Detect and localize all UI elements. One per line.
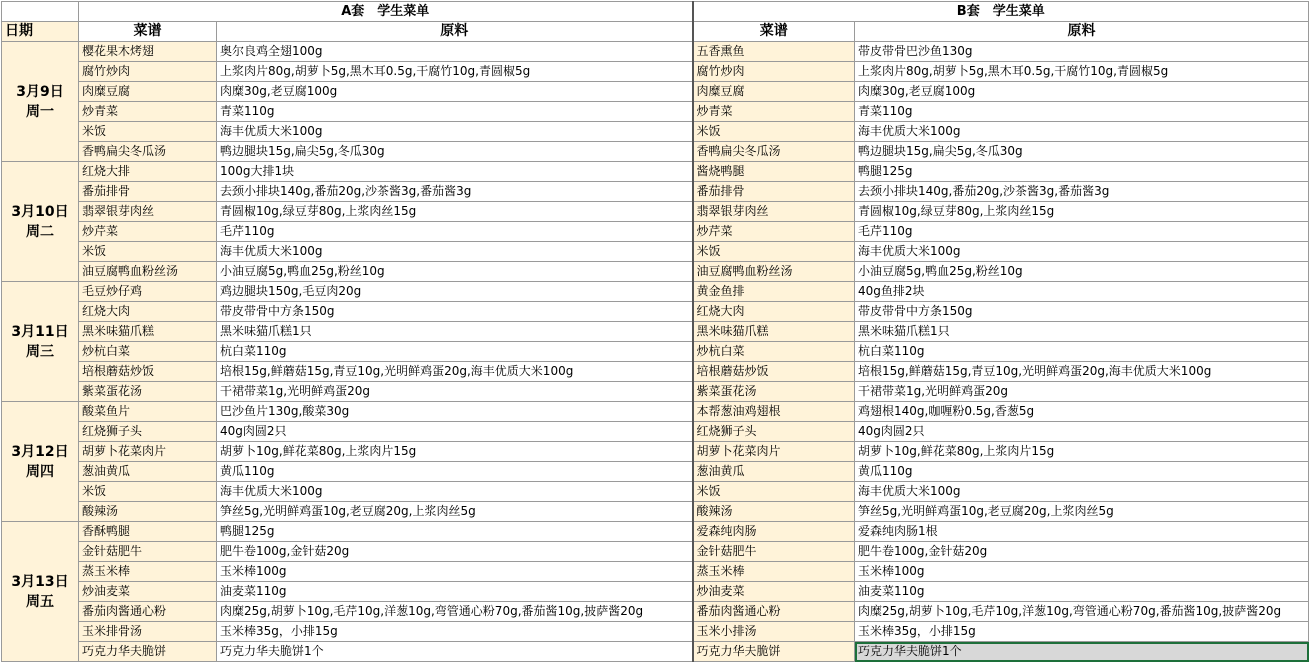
b-dish-cell[interactable]: 培根蘑菇炒饭: [693, 362, 855, 382]
table-row: [2, 62, 1309, 82]
b-dish-cell[interactable]: 紫菜蛋花汤: [693, 382, 855, 402]
date-header[interactable]: 日期: [2, 22, 79, 42]
b-dish-cell[interactable]: 爱森纯肉肠: [693, 522, 855, 542]
a-ingredient-cell[interactable]: 鸭边腿块15g,扁尖5g,冬瓜30g: [217, 142, 693, 162]
table-row: [2, 302, 1309, 322]
b-ingredient-cell[interactable]: 肉糜30g,老豆腐100g: [855, 82, 1309, 102]
a-dish-cell[interactable]: 番茄排骨: [79, 182, 217, 202]
b-dish-cell[interactable]: 酸辣汤: [693, 502, 855, 522]
table-row: [2, 322, 1309, 342]
table-row: [2, 202, 1309, 222]
b-dish-cell[interactable]: 肉糜豆腐: [693, 82, 855, 102]
a-ingredient-cell[interactable]: 海丰优质大米100g: [217, 242, 693, 262]
a-ingredient-header[interactable]: 原料: [217, 22, 693, 42]
b-ingredient-cell[interactable]: 胡萝卜10g,鲜花菜80g,上浆肉片15g: [855, 442, 1309, 462]
blank-corner-cell[interactable]: [2, 2, 79, 22]
b-ingredient-cell[interactable]: 玉米棒100g: [855, 562, 1309, 582]
table-row: [2, 502, 1309, 522]
b-dish-cell[interactable]: 香鸭扁尖冬瓜汤: [693, 142, 855, 162]
a-dish-cell[interactable]: 酸辣汤: [79, 502, 217, 522]
a-dish-cell[interactable]: 金针菇肥牛: [79, 542, 217, 562]
table-row: [2, 102, 1309, 122]
table-row: [2, 382, 1309, 402]
b-dish-cell[interactable]: 玉米小排汤: [693, 622, 855, 642]
b-dish-cell[interactable]: 黑米味猫爪糕: [693, 322, 855, 342]
a-ingredient-cell[interactable]: 培根15g,鲜蘑菇15g,青豆10g,光明鲜鸡蛋20g,海丰优质大米100g: [217, 362, 693, 382]
date-cell[interactable]: [2, 402, 79, 522]
a-ingredient-cell[interactable]: 鸡边腿块150g,毛豆肉20g: [217, 282, 693, 302]
a-dish-cell[interactable]: 肉糜豆腐: [79, 82, 217, 102]
b-dish-cell[interactable]: 蒸玉米棒: [693, 562, 855, 582]
b-ingredient-cell[interactable]: 海丰优质大米100g: [855, 242, 1309, 262]
b-ingredient-cell[interactable]: 小油豆腐5g,鸭血25g,粉丝10g: [855, 262, 1309, 282]
b-dish-cell[interactable]: 巧克力华夫脆饼: [693, 642, 855, 662]
a-dish-cell[interactable]: 香酥鸭腿: [79, 522, 217, 542]
b-ingredient-cell[interactable]: 鸭腿125g: [855, 162, 1309, 182]
b-ingredient-cell[interactable]: 40g肉圆2只: [855, 422, 1309, 442]
a-dish-cell[interactable]: 紫菜蛋花汤: [79, 382, 217, 402]
table-row: [2, 522, 1309, 542]
date-text: 3月12日: [11, 443, 69, 460]
b-ingredient-cell[interactable]: 海丰优质大米100g: [855, 122, 1309, 142]
a-dish-cell[interactable]: 红烧大肉: [79, 302, 217, 322]
b-ingredient-cell[interactable]: 油麦菜110g: [855, 582, 1309, 602]
b-ingredient-header[interactable]: 原料: [855, 22, 1309, 42]
table-row: [2, 162, 1309, 182]
b-dish-cell[interactable]: 黄金鱼排: [693, 282, 855, 302]
a-ingredient-cell[interactable]: 玉米棒35g，小排15g: [217, 622, 693, 642]
b-ingredient-cell[interactable]: 玉米棒35g，小排15g: [855, 622, 1309, 642]
table-row: [2, 82, 1309, 102]
b-dish-header[interactable]: 菜谱: [693, 22, 855, 42]
table-row: [2, 142, 1309, 162]
table-row: [2, 122, 1309, 142]
a-dish-cell[interactable]: 毛豆炒仔鸡: [79, 282, 217, 302]
b-dish-cell[interactable]: 炒青菜: [693, 102, 855, 122]
a-ingredient-cell[interactable]: 海丰优质大米100g: [217, 482, 693, 502]
a-ingredient-cell[interactable]: 海丰优质大米100g: [217, 122, 693, 142]
table-row: [2, 482, 1309, 502]
b-dish-cell[interactable]: 米饭: [693, 242, 855, 262]
a-ingredient-cell[interactable]: 上浆肉片80g,胡萝卜5g,黑木耳0.5g,干腐竹10g,青圆椒5g: [217, 62, 693, 82]
b-dish-cell[interactable]: 红烧狮子头: [693, 422, 855, 442]
a-ingredient-cell[interactable]: 鸭腿125g: [217, 522, 693, 542]
b-dish-cell[interactable]: 红烧大肉: [693, 302, 855, 322]
a-dish-cell[interactable]: 红烧狮子头: [79, 422, 217, 442]
a-dish-cell[interactable]: 玉米排骨汤: [79, 622, 217, 642]
a-dish-cell[interactable]: 酸菜鱼片: [79, 402, 217, 422]
a-dish-cell[interactable]: 培根蘑菇炒饭: [79, 362, 217, 382]
a-ingredient-cell[interactable]: 毛芹110g: [217, 222, 693, 242]
b-ingredient-cell[interactable]: 肉糜25g,胡萝卜10g,毛芹10g,洋葱10g,弯管通心粉70g,番茄酱10g,披萨酱20g: [855, 602, 1309, 622]
header-row: [2, 22, 1309, 42]
b-ingredient-cell[interactable]: 黄瓜110g: [855, 462, 1309, 482]
b-ingredient-cell[interactable]: 40g鱼排2块: [855, 282, 1309, 302]
a-ingredient-cell[interactable]: 肥牛卷100g,金针菇20g: [217, 542, 693, 562]
a-ingredient-cell[interactable]: 肉糜25g,胡萝卜10g,毛芹10g,洋葱10g,弯管通心粉70g,番茄酱10g,披萨酱20g: [217, 602, 693, 622]
a-dish-cell[interactable]: 米饭: [79, 482, 217, 502]
a-dish-cell[interactable]: 蒸玉米棒: [79, 562, 217, 582]
a-ingredient-cell[interactable]: 青菜110g: [217, 102, 693, 122]
b-ingredient-cell[interactable]: 海丰优质大米100g: [855, 482, 1309, 502]
table-row: [2, 462, 1309, 482]
a-dish-cell[interactable]: 炒油麦菜: [79, 582, 217, 602]
date-cell[interactable]: [2, 522, 79, 662]
b-dish-cell[interactable]: 金针菇肥牛: [693, 542, 855, 562]
b-dish-cell[interactable]: 本帮葱油鸡翅根: [693, 402, 855, 422]
b-ingredient-cell[interactable]: 鸭边腿块15g,扁尖5g,冬瓜30g: [855, 142, 1309, 162]
table-row: [2, 242, 1309, 262]
a-ingredient-cell[interactable]: 去颈小排块140g,番茄20g,沙茶酱3g,番茄酱3g: [217, 182, 693, 202]
b-dish-cell[interactable]: 炒油麦菜: [693, 582, 855, 602]
a-ingredient-cell[interactable]: 奥尔良鸡全翅100g: [217, 42, 693, 62]
table-row: [2, 642, 1309, 662]
a-ingredient-cell[interactable]: 干裙带菜1g,光明鲜鸡蛋20g: [217, 382, 693, 402]
title-row: [2, 2, 1309, 22]
a-ingredient-cell[interactable]: 笋丝5g,光明鲜鸡蛋10g,老豆腐20g,上浆肉丝5g: [217, 502, 693, 522]
a-ingredient-cell[interactable]: 巴沙鱼片130g,酸菜30g: [217, 402, 693, 422]
a-ingredient-cell[interactable]: 青圆椒10g,绿豆芽80g,上浆肉丝15g: [217, 202, 693, 222]
a-dish-cell[interactable]: 葱油黄瓜: [79, 462, 217, 482]
table-row: [2, 222, 1309, 242]
table-row: [2, 362, 1309, 382]
a-ingredient-cell[interactable]: 100g大排1块: [217, 162, 693, 182]
table-row: [2, 582, 1309, 602]
date-text: 3月9日: [16, 83, 64, 100]
a-ingredient-cell[interactable]: 肉糜30g,老豆腐100g: [217, 82, 693, 102]
b-ingredient-cell[interactable]: 爱森纯肉肠1根: [855, 522, 1309, 542]
b-dish-cell[interactable]: 葱油黄瓜: [693, 462, 855, 482]
weekday-text: 周一: [26, 103, 54, 120]
table-row: [2, 422, 1309, 442]
a-ingredient-cell[interactable]: 小油豆腐5g,鸭血25g,粉丝10g: [217, 262, 693, 282]
b-ingredient-cell[interactable]: 巧克力华夫脆饼1个: [855, 642, 1309, 662]
b-dish-cell[interactable]: 油豆腐鸭血粉丝汤: [693, 262, 855, 282]
table-row: [2, 542, 1309, 562]
table-row: [2, 562, 1309, 582]
a-dish-cell[interactable]: 米饭: [79, 242, 217, 262]
b-ingredient-cell[interactable]: 鸡翅根140g,咖喱粉0.5g,香葱5g: [855, 402, 1309, 422]
a-dish-cell[interactable]: 炒青菜: [79, 102, 217, 122]
a-ingredient-cell[interactable]: 带皮带骨中方条150g: [217, 302, 693, 322]
weekday-text: 周三: [26, 343, 54, 360]
table-row: [2, 262, 1309, 282]
weekday-text: 周五: [26, 593, 54, 610]
table-row: [2, 282, 1309, 302]
b-dish-cell[interactable]: 米饭: [693, 122, 855, 142]
weekday-text: 周四: [26, 463, 54, 480]
a-dish-cell[interactable]: 香鸭扁尖冬瓜汤: [79, 142, 217, 162]
a-dish-cell[interactable]: 炒杭白菜: [79, 342, 217, 362]
b-dish-cell[interactable]: 番茄排骨: [693, 182, 855, 202]
table-row: [2, 182, 1309, 202]
b-dish-cell[interactable]: 翡翠银芽肉丝: [693, 202, 855, 222]
b-ingredient-cell[interactable]: 培根15g,鲜蘑菇15g,青豆10g,光明鲜鸡蛋20g,海丰优质大米100g: [855, 362, 1309, 382]
a-ingredient-cell[interactable]: 玉米棒100g: [217, 562, 693, 582]
a-ingredient-cell[interactable]: 黑米味猫爪糕1只: [217, 322, 693, 342]
a-dish-cell[interactable]: 胡萝卜花菜肉片: [79, 442, 217, 462]
menu-table: [1, 1, 1309, 662]
date-text: 3月11日: [11, 323, 69, 340]
a-dish-cell[interactable]: 腐竹炒肉: [79, 62, 217, 82]
table-row: [2, 342, 1309, 362]
b-ingredient-cell[interactable]: 肥牛卷100g,金针菇20g: [855, 542, 1309, 562]
a-dish-cell[interactable]: 番茄肉酱通心粉: [79, 602, 217, 622]
b-dish-cell[interactable]: 酱烧鸭腿: [693, 162, 855, 182]
a-ingredient-cell[interactable]: 巧克力华夫脆饼1个: [217, 642, 693, 662]
a-ingredient-cell[interactable]: 油麦菜110g: [217, 582, 693, 602]
a-dish-cell[interactable]: 樱花果木烤翅: [79, 42, 217, 62]
a-dish-cell[interactable]: 米饭: [79, 122, 217, 142]
a-ingredient-cell[interactable]: 40g肉圆2只: [217, 422, 693, 442]
b-ingredient-cell[interactable]: 青菜110g: [855, 102, 1309, 122]
a-dish-cell[interactable]: 红烧大排: [79, 162, 217, 182]
b-dish-cell[interactable]: 米饭: [693, 482, 855, 502]
table-row: [2, 402, 1309, 422]
b-ingredient-cell[interactable]: 杭白菜110g: [855, 342, 1309, 362]
b-ingredient-cell[interactable]: 去颈小排块140g,番茄20g,沙茶酱3g,番茄酱3g: [855, 182, 1309, 202]
b-ingredient-cell[interactable]: 上浆肉片80g,胡萝卜5g,黑木耳0.5g,干腐竹10g,青圆椒5g: [855, 62, 1309, 82]
b-ingredient-cell[interactable]: 干裙带菜1g,光明鲜鸡蛋20g: [855, 382, 1309, 402]
table-row: [2, 42, 1309, 62]
table-row: [2, 622, 1309, 642]
b-ingredient-cell[interactable]: 带皮带骨巴沙鱼130g: [855, 42, 1309, 62]
table-row: [2, 442, 1309, 462]
a-dish-cell[interactable]: 炒芹菜: [79, 222, 217, 242]
a-ingredient-cell[interactable]: 黄瓜110g: [217, 462, 693, 482]
b-dish-cell[interactable]: 番茄肉酱通心粉: [693, 602, 855, 622]
a-dish-cell[interactable]: 翡翠银芽肉丝: [79, 202, 217, 222]
a-dish-cell[interactable]: 黑米味猫爪糕: [79, 322, 217, 342]
date-cell[interactable]: [2, 42, 79, 162]
b-ingredient-cell[interactable]: 笋丝5g,光明鲜鸡蛋10g,老豆腐20g,上浆肉丝5g: [855, 502, 1309, 522]
a-dish-header[interactable]: 菜谱: [79, 22, 217, 42]
b-ingredient-cell[interactable]: 青圆椒10g,绿豆芽80g,上浆肉丝15g: [855, 202, 1309, 222]
b-dish-cell[interactable]: 五香熏鱼: [693, 42, 855, 62]
b-dish-cell[interactable]: 胡萝卜花菜肉片: [693, 442, 855, 462]
a-dish-cell[interactable]: 巧克力华夫脆饼: [79, 642, 217, 662]
b-dish-cell[interactable]: 炒杭白菜: [693, 342, 855, 362]
b-ingredient-cell[interactable]: 黑米味猫爪糕1只: [855, 322, 1309, 342]
b-dish-cell[interactable]: 腐竹炒肉: [693, 62, 855, 82]
weekday-text: 周二: [26, 223, 54, 240]
b-dish-cell[interactable]: 炒芹菜: [693, 222, 855, 242]
b-ingredient-cell[interactable]: 带皮带骨中方条150g: [855, 302, 1309, 322]
table-row: [2, 602, 1309, 622]
a-ingredient-cell[interactable]: 胡萝卜10g,鲜花菜80g,上浆肉片15g: [217, 442, 693, 462]
a-ingredient-cell[interactable]: 杭白菜110g: [217, 342, 693, 362]
b-ingredient-cell[interactable]: 毛芹110g: [855, 222, 1309, 242]
date-cell[interactable]: [2, 282, 79, 402]
date-text: 3月13日: [11, 573, 69, 590]
date-cell[interactable]: [2, 162, 79, 282]
a-set-title[interactable]: A套 学生菜单: [79, 2, 693, 22]
a-dish-cell[interactable]: 油豆腐鸭血粉丝汤: [79, 262, 217, 282]
b-set-title[interactable]: B套 学生菜单: [693, 2, 1309, 22]
date-text: 3月10日: [11, 203, 69, 220]
